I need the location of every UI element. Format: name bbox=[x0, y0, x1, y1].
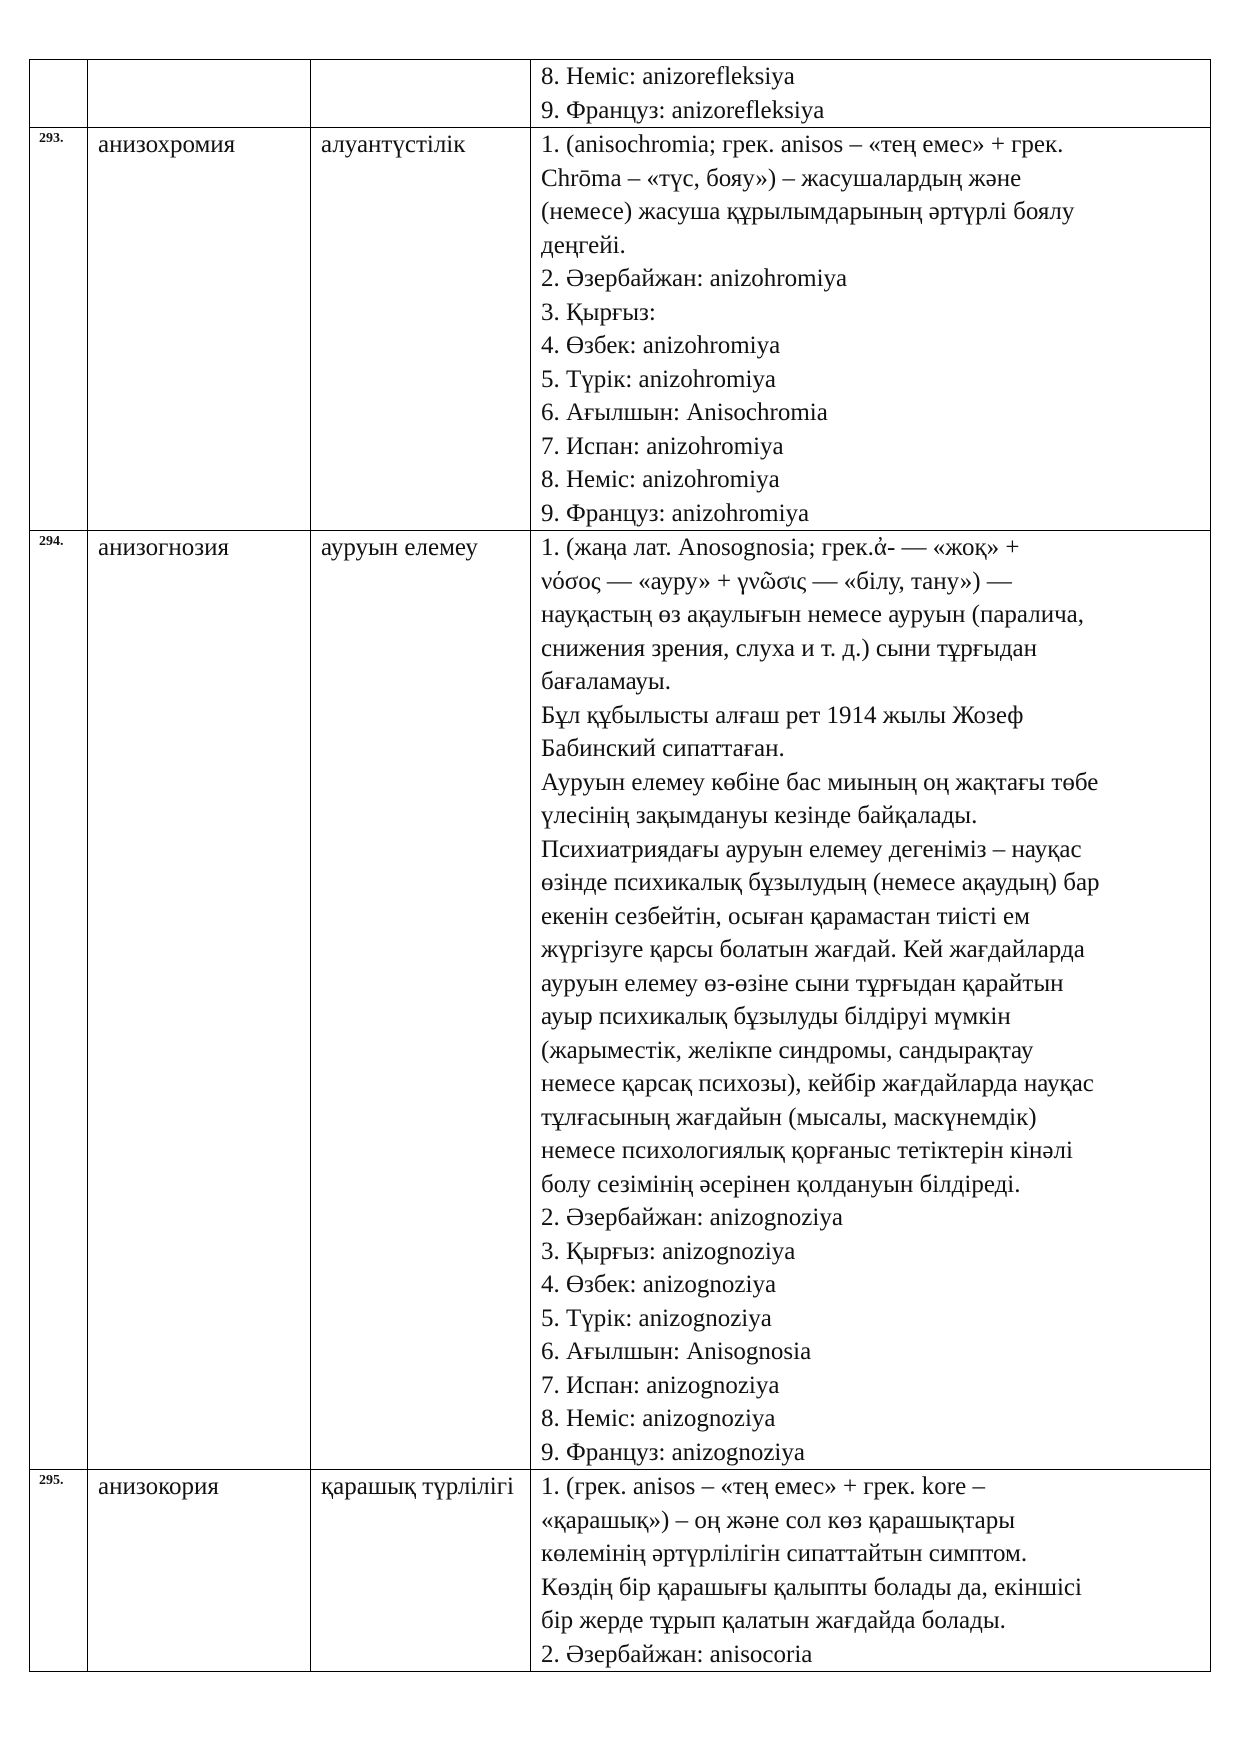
definition-line: 5. Түрік: anizognoziya bbox=[541, 1304, 772, 1332]
definition-line: бір жерде тұрып қалатын жағдайда болады. bbox=[541, 1607, 1006, 1634]
definition-line: Ауруын елемеу көбіне бас миының оң жақтағы төбе bbox=[541, 768, 1099, 796]
entry-kazakh-term: ауруын елемеу bbox=[311, 531, 531, 1470]
definition-line: (немесе) жасуша құрылымдарының әртүрлі боялу bbox=[541, 198, 1075, 225]
definition-line: 9. Француз: anizohromiya bbox=[541, 499, 810, 527]
entry-number: 295. bbox=[30, 1470, 88, 1672]
definition-line: 5. Түрік: anizohromiya bbox=[541, 365, 777, 393]
entry-kazakh-term: қарашық түрлілігі bbox=[311, 1470, 531, 1672]
entry-term: анизохромия bbox=[88, 128, 311, 531]
entry-number: 294. bbox=[30, 531, 88, 1470]
definition-line: Бабинский сипаттаған. bbox=[541, 735, 785, 762]
entry-row bbox=[30, 60, 1211, 128]
definition-line: немесе психологиялық қорғаныс тетіктерін кінәлі bbox=[541, 1137, 1073, 1164]
definition-line: 2. Әзербайжан: anizognoziya bbox=[541, 1204, 843, 1231]
entry-kazakh-term bbox=[311, 60, 531, 128]
definition-line: үлесінің зақымдануы кезінде байқалады. bbox=[541, 802, 978, 829]
definition-line: 1. (anisochromia; грек. anisos – «тең емес» + грек. bbox=[541, 131, 1064, 158]
definition-line: ауруын елемеу өз-өзіне сыни тұрғыдан қарайтын bbox=[541, 969, 1064, 997]
definition-line: өзінде психикалық бұзылудың (немесе ақаудың) бар bbox=[541, 869, 1100, 896]
definition-line: 9. Француз: anizorefleksiya bbox=[541, 96, 825, 124]
definition-line: ауыр психикалық бұзылуды білдіруі мүмкін bbox=[541, 1003, 1011, 1030]
dictionary-table bbox=[29, 59, 1211, 1672]
definition-line: 9. Француз: anizognoziya bbox=[541, 1438, 805, 1466]
definition-line: көлемінің әртүрлілігін сипаттайтын симптом. bbox=[541, 1540, 1028, 1567]
entry-number bbox=[30, 60, 88, 128]
entry-row bbox=[30, 1470, 1211, 1672]
definition-line: 6. Ағылшын: Anisognosia bbox=[541, 1338, 812, 1365]
entry-definition bbox=[531, 1470, 1211, 1672]
definition-line: науқастың өз ақаулығын немесе ауруын (паралича, bbox=[541, 601, 1085, 628]
definition-line: 4. Өзбек: anizognoziya bbox=[541, 1271, 777, 1298]
definition-line: 2. Әзербайжан: anizohromiya bbox=[541, 265, 848, 292]
dictionary-table-body bbox=[30, 60, 1211, 1672]
definition-line: 8. Неміс: anizorefleksiya bbox=[541, 63, 795, 90]
definition-line: 8. Неміс: anizohromiya bbox=[541, 466, 780, 493]
definition-line: 2. Әзербайжан: anisocoria bbox=[541, 1640, 813, 1668]
definition-line: деңгейі. bbox=[541, 231, 626, 259]
definition-line: 1. (жаңа лат. Anosognosia; грек.ἀ- — «жоқ» + bbox=[541, 534, 1020, 561]
definition-line: 6. Ағылшын: Anisochromia bbox=[541, 399, 828, 426]
definition-line: екенін сезбейтін, осыған қарамастан тиісті ем bbox=[541, 902, 1030, 930]
definition-line: νόσος — «ауру» + γνῶσις — «білу, тану») — bbox=[541, 567, 1012, 595]
entry-row bbox=[30, 531, 1211, 1470]
definition-line: жүргізуге қарсы болатын жағдай. Кей жағдайларда bbox=[541, 936, 1085, 963]
definition-line: Бұл құбылысты алғаш рет 1914 жылы Жозеф bbox=[541, 701, 1024, 729]
entry-definition bbox=[531, 128, 1211, 531]
entry-term: анизогнозия bbox=[88, 531, 311, 1470]
definition-line: тұлғасының жағдайын (мысалы, маскүнемдік) bbox=[541, 1103, 1037, 1131]
definition-line: (жарыместік, желікпе синдромы, сандырақтау bbox=[541, 1036, 1034, 1064]
definition-line: Психиатриядағы ауруын елемеу дегеніміз – науқас bbox=[541, 835, 1082, 863]
definition-line: немесе қарсақ психозы), кейбір жағдайларда науқас bbox=[541, 1070, 1094, 1097]
entry-number: 293. bbox=[30, 128, 88, 531]
entry-kazakh-term: алуантүстілік bbox=[311, 128, 531, 531]
definition-line: Chrōma – «түс, бояу») – жасушалардың және bbox=[541, 164, 1022, 192]
entry-definition bbox=[531, 531, 1211, 1470]
definition-line: Көздің бір қарашығы қалыпты болады да, екіншісі bbox=[541, 1573, 1082, 1601]
entry-term: анизокория bbox=[88, 1470, 311, 1672]
definition-line: 7. Испан: anizohromiya bbox=[541, 432, 784, 460]
definition-line: болу сезімінің әсерінен қолдануын білдіреді. bbox=[541, 1170, 1021, 1198]
definition-line: бағаламауы. bbox=[541, 668, 671, 695]
entry-term bbox=[88, 60, 311, 128]
definition-line: 8. Неміс: anizognoziya bbox=[541, 1405, 776, 1432]
definition-line: 4. Өзбек: anizohromiya bbox=[541, 332, 781, 359]
definition-line: 3. Қырғыз: bbox=[541, 298, 656, 326]
definition-line: «қарашық») – оң және сол көз қарашықтары bbox=[541, 1506, 1015, 1534]
entry-row bbox=[30, 128, 1211, 531]
definition-line: 7. Испан: anizognoziya bbox=[541, 1371, 780, 1399]
entry-definition bbox=[531, 60, 1211, 128]
definition-line: 1. (грек. anisos – «тең емес» + грек. kore – bbox=[541, 1473, 985, 1500]
definition-line: снижения зрения, слуха и т. д.) сыни тұрғыдан bbox=[541, 634, 1038, 662]
definition-line: 3. Қырғыз: anizognoziya bbox=[541, 1237, 796, 1265]
